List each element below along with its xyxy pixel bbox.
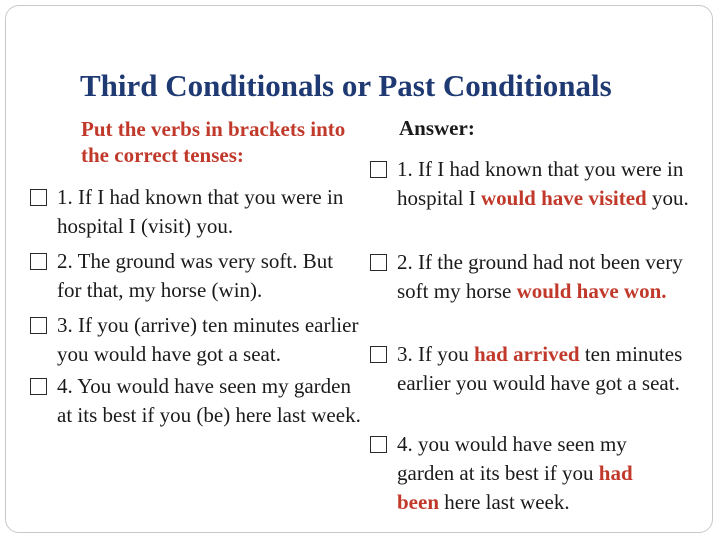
answer-text-end: ten minutes earlier you would have got a seat. (397, 342, 683, 395)
answer-highlight: had arrived (474, 342, 580, 366)
answer-text: 3. If you (397, 342, 474, 366)
answer-text: 2. If the ground had not been very soft my horse (397, 250, 683, 303)
answer-text-end: you. (646, 186, 689, 210)
answer-heading: Answer: (399, 116, 475, 140)
checkbox-bullet-icon (30, 189, 47, 206)
question-text: 2. The ground was very soft. But for that, my horse (win). (57, 249, 334, 302)
question-text: 1. If I had known that you were in hospital I (visit) you. (57, 185, 344, 238)
checkbox-bullet-icon (30, 378, 47, 395)
checkbox-bullet-icon (30, 253, 47, 270)
answer-text: 4. you would have seen my garden at its best if you (397, 432, 627, 485)
slide-title: Third Conditionals or Past Conditionals (80, 68, 612, 103)
answer-highlight: had been (397, 461, 633, 514)
answer-item-1 (370, 155, 710, 213)
question-item-2 (30, 247, 360, 305)
checkbox-bullet-icon (370, 346, 387, 363)
answer-item-4 (370, 430, 670, 517)
question-text: 4. You would have seen my garden at its best if you (be) here last week. (57, 374, 361, 427)
checkbox-bullet-icon (370, 254, 387, 271)
answer-highlight: would have won. (516, 279, 667, 303)
answer-highlight: would have visited (481, 186, 647, 210)
answer-text-end: here last week. (439, 490, 570, 514)
question-item-1 (30, 183, 365, 241)
question-item-3 (30, 311, 365, 369)
checkbox-bullet-icon (370, 436, 387, 453)
checkbox-bullet-icon (30, 317, 47, 334)
instructions-heading: Put the verbs in brackets into the correct tenses: (81, 117, 346, 167)
answer-item-2 (370, 248, 705, 306)
question-text: 3. If you (arrive) ten minutes earlier you would have got a seat. (57, 313, 359, 366)
checkbox-bullet-icon (370, 161, 387, 178)
answer-item-3 (370, 340, 705, 398)
question-item-4 (30, 372, 365, 430)
answer-text: 1. If I had known that you were in hospital I (397, 157, 684, 210)
